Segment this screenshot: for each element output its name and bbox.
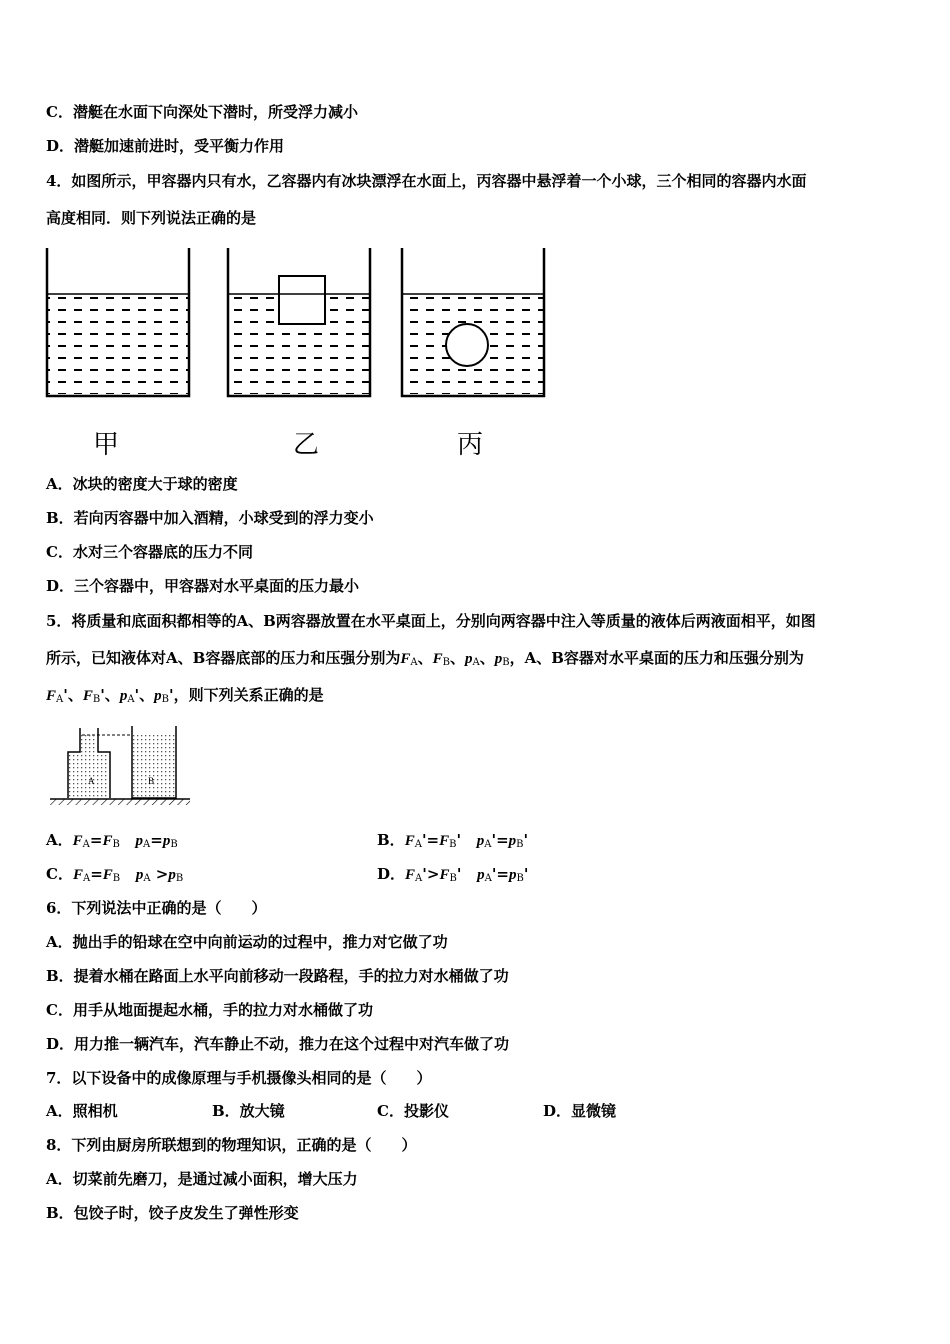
q4-stem-line2: 高度相同．则下列说法正确的是 — [46, 209, 257, 227]
q6-option-d: D．用力推一辆汽车，汽车静止不动，推力在这个过程中对汽车做了功 — [46, 1035, 510, 1053]
q6-stem: 6．下列说法中正确的是（ ） — [46, 899, 267, 917]
q8-option-b: B．包饺子时，饺子皮发生了弹性形变 — [46, 1204, 299, 1222]
q5-option-a: A．$F_A=F_B$ $p_A=p_B$ — [46, 831, 178, 850]
q6-option-c: C．用手从地面提起水桶，手的拉力对水桶做了功 — [46, 1001, 373, 1019]
container-jia — [47, 248, 189, 396]
q5-stem-line3: $F_A'$、$F_B'$、$p_A'$、$p_B'$，则下列关系正确的是 — [46, 686, 324, 705]
q4-option-b: B．若向丙容器中加入酒精，小球受到的浮力变小 — [46, 509, 374, 527]
q7-option-b: B．放大镜 — [212, 1102, 285, 1120]
q7-option-d: D．显微镜 — [543, 1102, 617, 1120]
q4-containers-figure — [40, 244, 560, 404]
q5-containers-figure — [48, 722, 193, 810]
q5-option-d: D．$F_A'>F_B'$ $p_A'=p_B'$ — [377, 865, 529, 884]
q3-option-d: D．潜艇加速前进时，受平衡力作用 — [46, 137, 285, 155]
q5-stem-line2: 所示，已知液体对A、B容器底部的压力和压强分别为$F_A$、$F_B$、$p_A$、$p_B$，A、B容器对水平桌面的压力和压强分别为 — [46, 649, 804, 668]
q4-option-a: A．冰块的密度大于球的密度 — [46, 475, 238, 493]
q6-option-a: A．抛出手的铅球在空中向前运动的过程中，推力对它做了功 — [46, 933, 448, 951]
q6-option-b: B．提着水桶在路面上水平向前移动一段路程，手的拉力对水桶做了功 — [46, 967, 509, 985]
q7-stem: 7．以下设备中的成像原理与手机摄像头相同的是（ ） — [46, 1069, 432, 1087]
q4-option-d: D．三个容器中，甲容器对水平桌面的压力最小 — [46, 577, 360, 595]
label-bing: 丙 — [457, 430, 484, 460]
label-b: B — [148, 776, 155, 786]
q7-option-a: A．照相机 — [46, 1102, 118, 1120]
ice-block — [279, 276, 325, 324]
q5-option-b: B．$F_A'=F_B'$ $p_A'=p_B'$ — [377, 831, 529, 850]
label-a: A — [88, 776, 95, 786]
q8-option-a: A．切菜前先磨刀，是通过减小面积，增大压力 — [46, 1170, 358, 1188]
container-bing — [402, 248, 544, 396]
container-yi — [228, 248, 370, 396]
label-yi: 乙 — [293, 430, 320, 460]
q4-stem-line1: 4．如图所示，甲容器内只有水，乙容器内有冰块漂浮在水面上，丙容器中悬浮着一个小球，三个相同的容器内水面 — [46, 172, 807, 190]
label-jia: 甲 — [93, 430, 120, 460]
q4-option-c: C．水对三个容器底的压力不同 — [46, 543, 253, 561]
q7-option-c: C．投影仪 — [377, 1102, 449, 1120]
q5-option-c: C．$F_A=F_B$ $p_A >p_B$ — [46, 865, 184, 884]
q8-stem: 8．下列由厨房所联想到的物理知识，正确的是（ ） — [46, 1136, 417, 1154]
q5-stem-line1: 5．将质量和底面积都相等的A、B两容器放置在水平桌面上，分别向两容器中注入等质量的液体后两液面相平，如图 — [46, 612, 816, 630]
q3-option-c: C．潜艇在水面下向深处下潜时，所受浮力减小 — [46, 103, 358, 121]
ball — [446, 324, 488, 366]
